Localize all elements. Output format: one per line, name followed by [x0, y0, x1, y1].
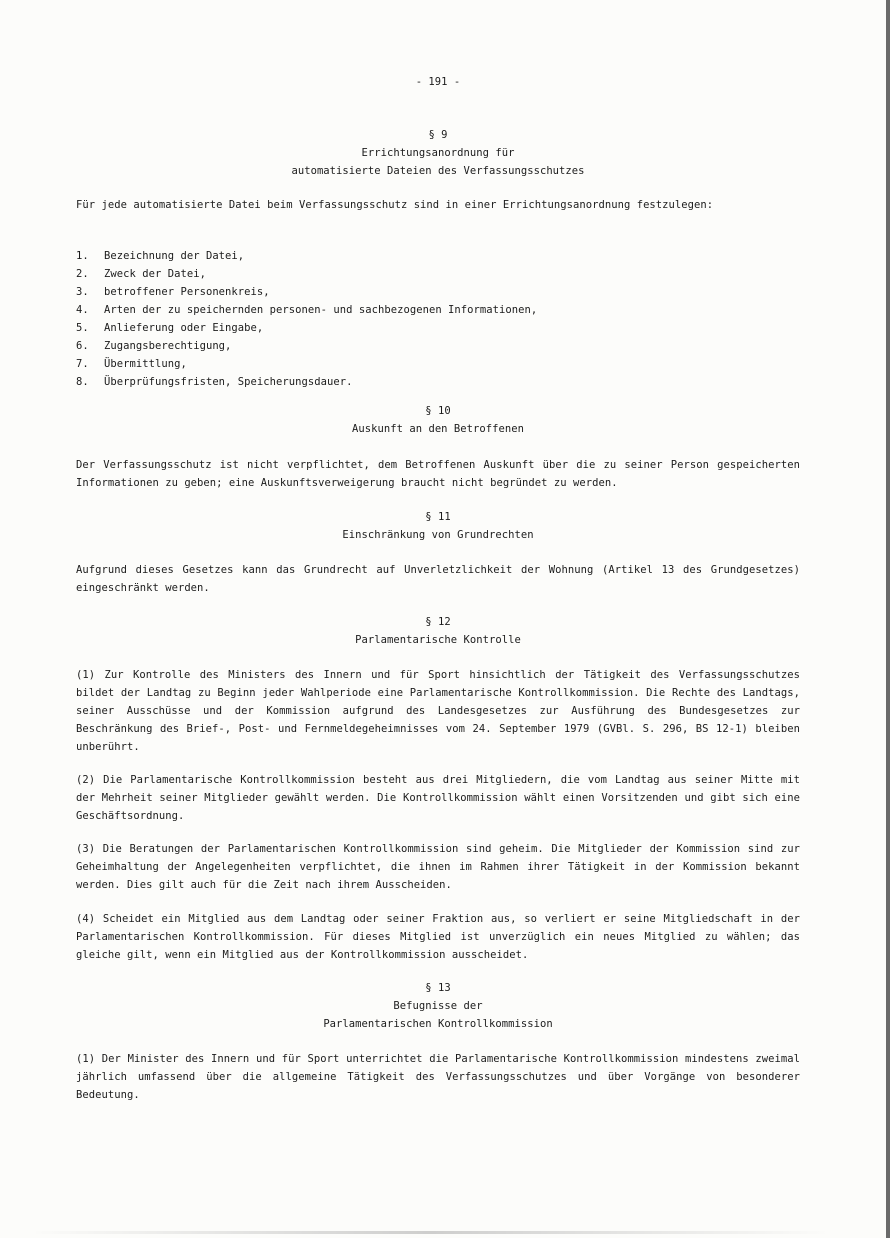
section-9-heading	[76, 126, 800, 180]
section-10-text: Der Verfassungsschutz ist nicht verpflichtet, dem Betroffenen Auskunft über die zu seiner Person gespeicherten Informationen zu geben; eine Auskunftsverweigerung braucht nicht begründet zu werden.	[76, 459, 800, 489]
scan-edge	[886, 0, 890, 1238]
section-title-line: Einschränkung von Grundrechten	[342, 529, 534, 541]
list-item: 3. betroffener Personenkreis,	[76, 286, 270, 298]
section-title-line: Auskunft an den Betroffenen	[351, 423, 525, 435]
list-item: 6. Zugangsberechtigung,	[76, 340, 232, 352]
section-title-line: Parlamentarische Kontrolle	[355, 634, 521, 646]
list-item: 5. Anlieferung oder Eingabe,	[76, 322, 264, 334]
section-title-line: Errichtungsanordnung für	[361, 147, 515, 159]
page-number: - 191 -	[415, 76, 461, 88]
section-12-paragraph-3: (3) Die Beratungen der Parlamentarischen Kontrollkommission sind geheim. Die Mitglieder der Kommission sind zur Geheimhaltung der Angelegenheiten verpflichtet, die ihnen im Rahmen ihrer Tätigkeit in der Kommission bekannt werden. Dies gilt auch für die Zeit nach ihrem Ausscheiden.	[76, 843, 800, 891]
section-title-line: Befugnisse der	[393, 1000, 483, 1012]
list-item: 7. Übermittlung,	[76, 358, 187, 370]
section-12-paragraph-1: (1) Zur Kontrolle des Ministers des Innern und für Sport hinsichtlich der Tätigkeit des Verfassungsschutzes bildet der Landtag zu Beginn jeder Wahlperiode eine Parlamentarische Kontrollkommission. Die Rechte des Landtags, seiner Ausschüsse und der Kommission aufgrund des Landesgesetzes zur Ausführung des Bundesgesetzes zur Beschränkung des Brief-, Post- und Fernmeldegeheimnisses vom 24. September 1979 (GVBl. S. 296, BS 12-1) bleiben unberührt.	[76, 669, 800, 753]
list-item: 1. Bezeichnung der Datei,	[76, 250, 245, 262]
section-number: § 11	[425, 511, 451, 523]
section-number: § 13	[425, 982, 451, 994]
section-10-heading	[76, 402, 800, 438]
section-number: § 10	[425, 405, 451, 417]
section-number: § 12	[425, 616, 451, 628]
list-item: 2. Zweck der Datei,	[76, 268, 206, 280]
list-item: 4. Arten der zu speichernden personen- und sachbezogenen Informationen,	[76, 304, 538, 316]
section-12-paragraph-4: (4) Scheidet ein Mitglied aus dem Landtag oder seiner Fraktion aus, so verliert er seine Mitgliedschaft in der Parlamentarischen Kontrollkommission. Für dieses Mitglied ist unverzüglich ein neues Mitglied zu wählen; das gleiche gilt, wenn ein Mitglied aus der Kontrollkommission ausscheidet.	[76, 913, 800, 961]
section-11-heading	[76, 508, 800, 544]
scan-shadow	[30, 1231, 830, 1234]
section-number: § 9	[428, 129, 448, 141]
section-12-paragraph-2: (2) Die Parlamentarische Kontrollkommission besteht aus drei Mitgliedern, die vom Landtag aus seiner Mitte mit der Mehrheit seiner Mitglieder gewählt werden. Die Kontrollkommission wählt einen Vorsitzenden und gibt sich eine Geschäftsordnung.	[76, 774, 800, 822]
section-12-heading	[76, 613, 800, 649]
section-13-heading	[76, 979, 800, 1033]
section-title-line: automatisierte Dateien des Verfassungsschutzes	[291, 165, 585, 177]
list-item: 8. Überprüfungsfristen, Speicherungsdauer.	[76, 376, 353, 388]
section-9-list	[76, 247, 800, 391]
section-9-intro: Für jede automatisierte Datei beim Verfassungsschutz sind in einer Errichtungsanordnung festzulegen:	[76, 199, 714, 211]
section-title-line: Parlamentarischen Kontrollkommission	[323, 1018, 553, 1030]
section-13-paragraph-1: (1) Der Minister des Innern und für Sport unterrichtet die Parlamentarische Kontrollkommission mindestens zweimal jährlich umfassend über die allgemeine Tätigkeit des Verfassungsschutzes und über Vorgänge von besonderer Bedeutung.	[76, 1053, 800, 1101]
section-11-text: Aufgrund dieses Gesetzes kann das Grundrecht auf Unverletzlichkeit der Wohnung (Artikel 13 des Grundgesetzes) eingeschränkt werden.	[76, 564, 800, 594]
